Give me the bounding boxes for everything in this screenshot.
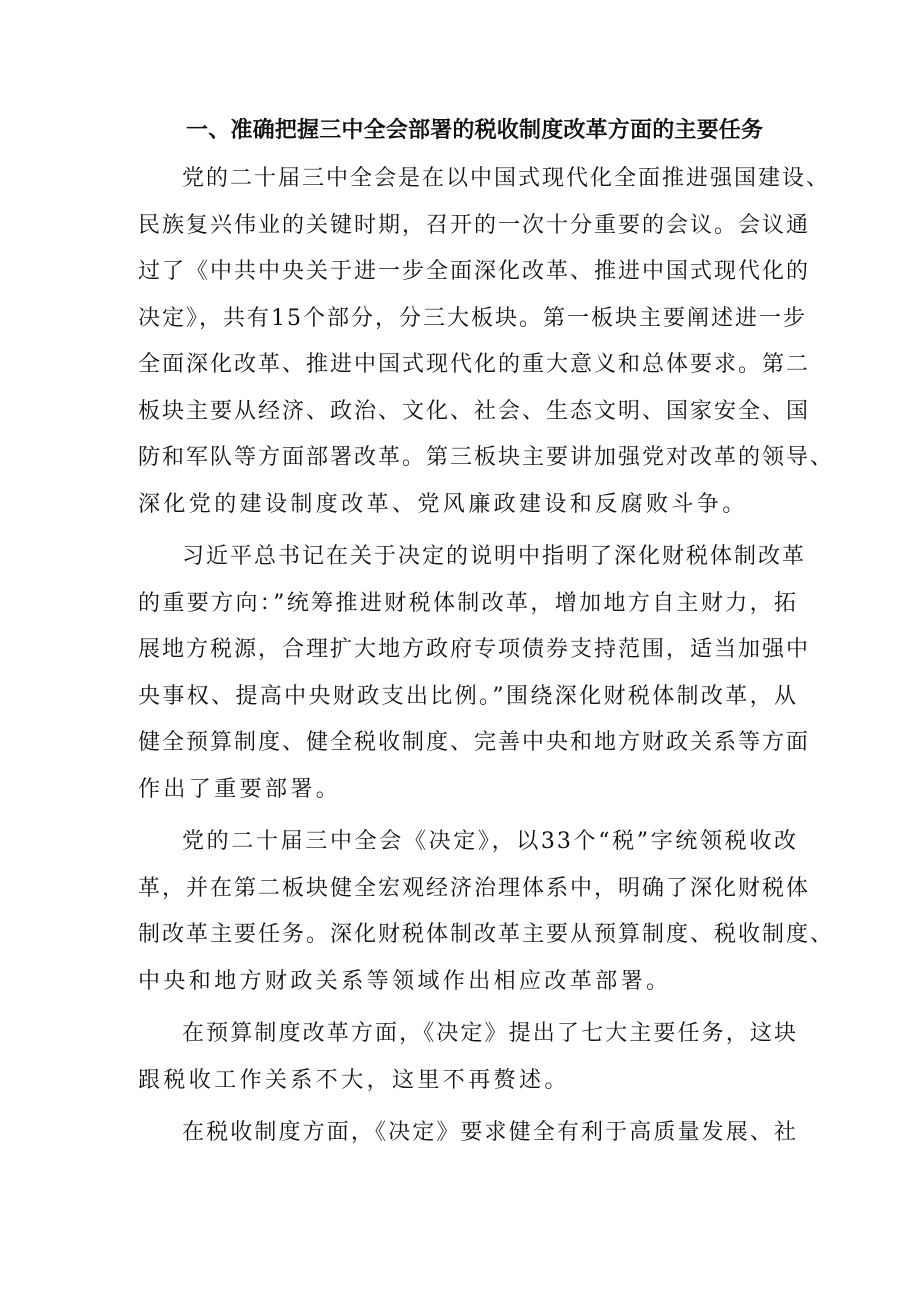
text-line: 板块主要从经济、政治、文化、社会、生态文明、国家安全、国 [138,398,811,424]
paragraph-5 [138,1110,798,1157]
text-line: 的重要方向：”统筹推进财税体制改革，增加地方自主财力，拓 [138,590,798,616]
text-line: 央事权、提高中央财政支出比例。”围绕深化财税体制改革，从 [138,683,798,709]
text-line: 作出了重要部署。 [138,776,342,802]
paragraph-2 [138,534,811,813]
text-line: 防和军队等方面部署改革。第三板块主要讲加强党对改革的领导、 [138,445,835,470]
text-line: 党的二十届三中全会《决定》，以33个“税”字统领税收改 [182,829,798,854]
text-line: 革，并在第二板块健全宏观经济治理体系中，明确了深化财税体 [138,875,811,901]
text-line: 习近平总书记在关于决定的说明中指明了深化财税体制改革 [182,544,807,569]
text-line: 决定》，共有15个部分，分三大板块。第一板块主要阐述进一步 [138,305,807,331]
document-body [138,110,835,1157]
section-heading: 一、准确把握三中全会部署的税收制度改革方面的主要任务 [186,118,764,143]
text-line: 过了《中共中央关于进一步全面深化改革、推进中国式现代化的 [138,259,811,284]
text-line: 在预算制度改革方面，《决定》提出了七大主要任务，这块 [182,1021,798,1046]
text-line: 制改革主要任务。深化财税体制改革主要从预算制度、税收制度、 [138,922,835,947]
text-line: 跟税收工作关系不大，这里不再赘述。 [138,1067,570,1093]
text-line: 展地方税源，合理扩大地方政府专项债券支持范围，适当加强中 [138,637,811,662]
text-line: 深化党的建设制度改革、党风廉政建设和反腐败斗争。 [138,491,748,517]
paragraph-4 [138,1011,798,1104]
text-line: 中央和地方财政关系等领域作出相应改革部署。 [138,968,672,994]
text-line: 全面深化改革、推进中国式现代化的重大意义和总体要求。第二 [138,352,811,377]
text-line: 健全预算制度、健全税收制度、完善中央和地方财政关系等方面 [138,730,811,755]
paragraph-1 [138,156,835,528]
text-line: 民族复兴伟业的关键时期，召开的一次十分重要的会议。会议通 [138,212,811,238]
text-line: 在税收制度方面，《决定》要求健全有利于高质量发展、社 [182,1120,798,1145]
text-line: 党的二十届三中全会是在以中国式现代化全面推进强国建设、 [182,166,831,191]
paragraph-3 [138,819,835,1005]
